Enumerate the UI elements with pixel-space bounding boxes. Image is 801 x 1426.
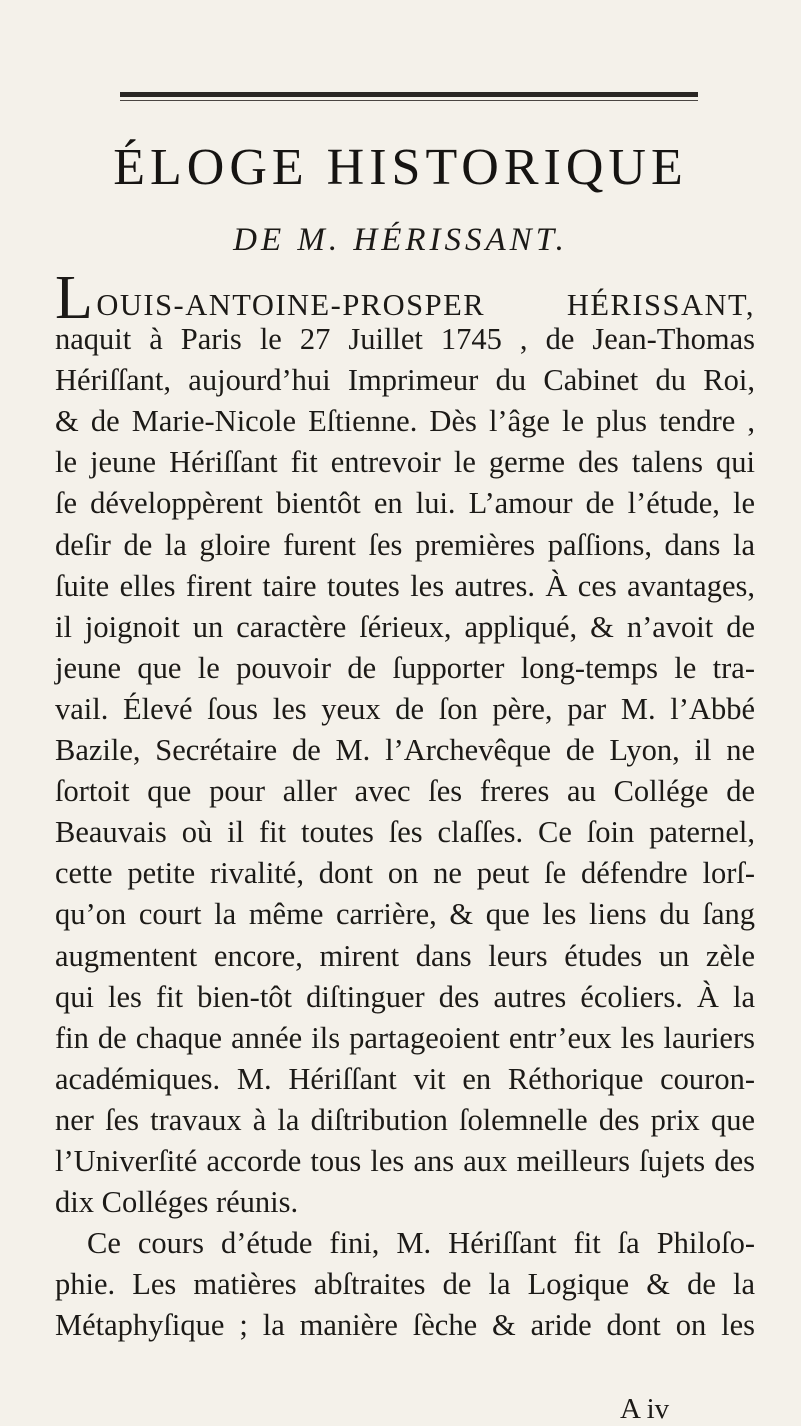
body-text — [55, 264, 755, 1346]
page-title: ÉLOGE HISTORIQUE — [113, 139, 688, 196]
text-line: le jeune Hériſſant fit entrevoir le germe des talens qui — [55, 445, 755, 480]
text-line: académiques. M. Hériſſant vit en Réthorique couron- — [55, 1061, 755, 1096]
text-line: Ce cours d’étude fini, M. Hériſſant fit ſa Philoſo- — [87, 1226, 755, 1261]
text-line: l’Univerſité accorde tous les ans aux meilleurs ſujets des — [55, 1143, 755, 1178]
text-line: augmentent encore, mirent dans leurs études un zèle — [55, 938, 755, 973]
text-line: Hériſſant, aujourd’hui Imprimeur du Cabinet du Roi, — [55, 363, 755, 398]
text-line: ſe développèrent bientôt en lui. L’amour de l’étude, le — [55, 486, 755, 521]
text-line: vail. Élevé ſous les yeux de ſon père, par M. l’Abbé — [55, 691, 755, 726]
text-line: cette petite rivalité, dont on ne peut ſe défendre lorſ- — [55, 856, 755, 891]
text-line: il joignoit un caractère ſérieux, appliqué, & n’avoit de — [55, 609, 755, 644]
text-line: naquit à Paris le 27 Juillet 1745 , de Jean-Thomas — [55, 322, 755, 357]
text-line: qu’on court la même carrière, & que les liens du ſang — [55, 897, 755, 932]
text-line: deſir de la gloire furent ſes premières paſſions, dans la — [55, 527, 755, 562]
text-line: phie. Les matières abſtraites de la Logique & de la — [55, 1267, 755, 1302]
text-line: dix Colléges réunis. — [55, 1185, 299, 1220]
header-rule-thick — [120, 92, 698, 97]
text-line: & de Marie-Nicole Eſtienne. Dès l’âge le plus tendre , — [55, 404, 755, 439]
drop-cap: L — [55, 264, 95, 332]
first-line-rest: OUIS-ANTOINE-PROSPER HÉRISSANT, — [96, 288, 755, 322]
text-line: ner ſes travaux à la diſtribution ſolemnelle des prix que — [55, 1102, 755, 1137]
text-line: ſortoit que pour aller avec ſes freres au Collége de — [55, 774, 755, 809]
first-line — [55, 264, 755, 332]
text-line: fin de chaque année ils partageoient entr’eux les lauriers — [55, 1020, 755, 1055]
text-line: jeune que le pouvoir de ſupporter long-temps le tra- — [55, 650, 755, 685]
text-line: qui les fit bien-tôt diſtinguer des autres écoliers. À la — [55, 979, 755, 1014]
signature-mark: A iv — [620, 1393, 670, 1425]
text-line: Métaphyſique ; la manière ſèche & aride dont on les — [55, 1308, 755, 1343]
header-rule-thin — [120, 100, 698, 101]
text-line: Bazile, Secrétaire de M. l’Archevêque de Lyon, il ne — [55, 733, 755, 768]
text-line: Beauvais où il fit toutes ſes claſſes. Ce ſoin paternel, — [55, 815, 755, 850]
text-line: ſuite elles firent taire toutes les autres. À ces avantages, — [55, 568, 755, 603]
page-subtitle: DE M. HÉRISSANT. — [233, 222, 568, 258]
